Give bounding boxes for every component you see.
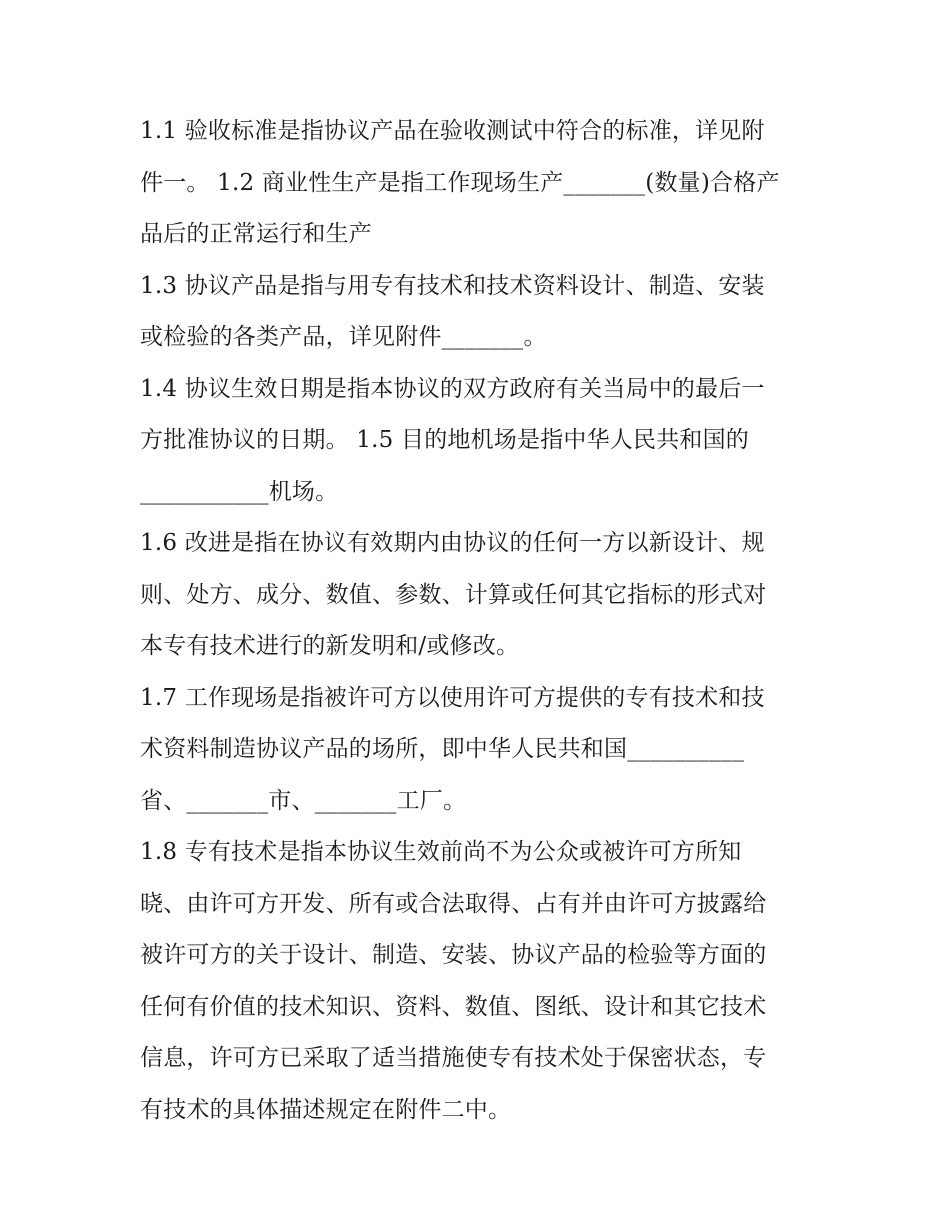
text-line: 有技术的具体描述规定在附件二中。 (140, 1096, 512, 1123)
text-line: 品后的正常运行和生产 (140, 221, 372, 247)
text-line: 则、处方、成分、数值、参数、计算或任何其它指标的形式对 (140, 581, 767, 608)
text-line: 1.4 协议生效日期是指本协议的双方政府有关当局中的最后一 (140, 375, 765, 402)
text-line: 1.3 协议产品是指与用专有技术和技术资料设计、制造、安装 (140, 272, 765, 299)
text-line: 1.1 验收标准是指协议产品在验收测试中符合的标准，详见附 (140, 118, 765, 144)
text-line: 任何有价值的技术知识、资料、数值、图纸、设计和其它技术 (140, 993, 767, 1020)
text-line: 本专有技术进行的新发明和/或修改。 (140, 633, 520, 659)
document-page (140, 106, 820, 1136)
text-line: 件一。 1.2 商业性生产是指工作现场生产_______(数量)合格产 (140, 169, 780, 196)
text-line: 方批准协议的日期。 1.5 目的地机场是指中华人民共和国的 (140, 427, 749, 453)
text-line: ___________机场。 (140, 478, 339, 505)
text-line: 晓、由许可方开发、所有或合法取得、占有并由许可方披露给 (140, 890, 767, 917)
text-line: 1.7 工作现场是指被许可方以使用许可方提供的专有技术和技 (140, 684, 765, 711)
text-line: 被许可方的关于设计、制造、安装、协议产品的检验等方面的 (140, 942, 767, 968)
text-line: 信息，许可方已采取了适当措施使专有技术处于保密状态，专 (140, 1045, 767, 1071)
text-line: 1.8 专有技术是指本协议生效前尚不为公众或被许可方所知 (140, 839, 742, 865)
text-line: 或检验的各类产品，详见附件_______。 (140, 324, 547, 350)
text-line: 省、_______市、_______工厂。 (140, 787, 467, 814)
text-line: 术资料制造协议产品的场所，即中华人民共和国__________ (140, 736, 745, 762)
text-line: 1.6 改进是指在协议有效期内由协议的任何一方以新设计、规 (140, 530, 765, 556)
